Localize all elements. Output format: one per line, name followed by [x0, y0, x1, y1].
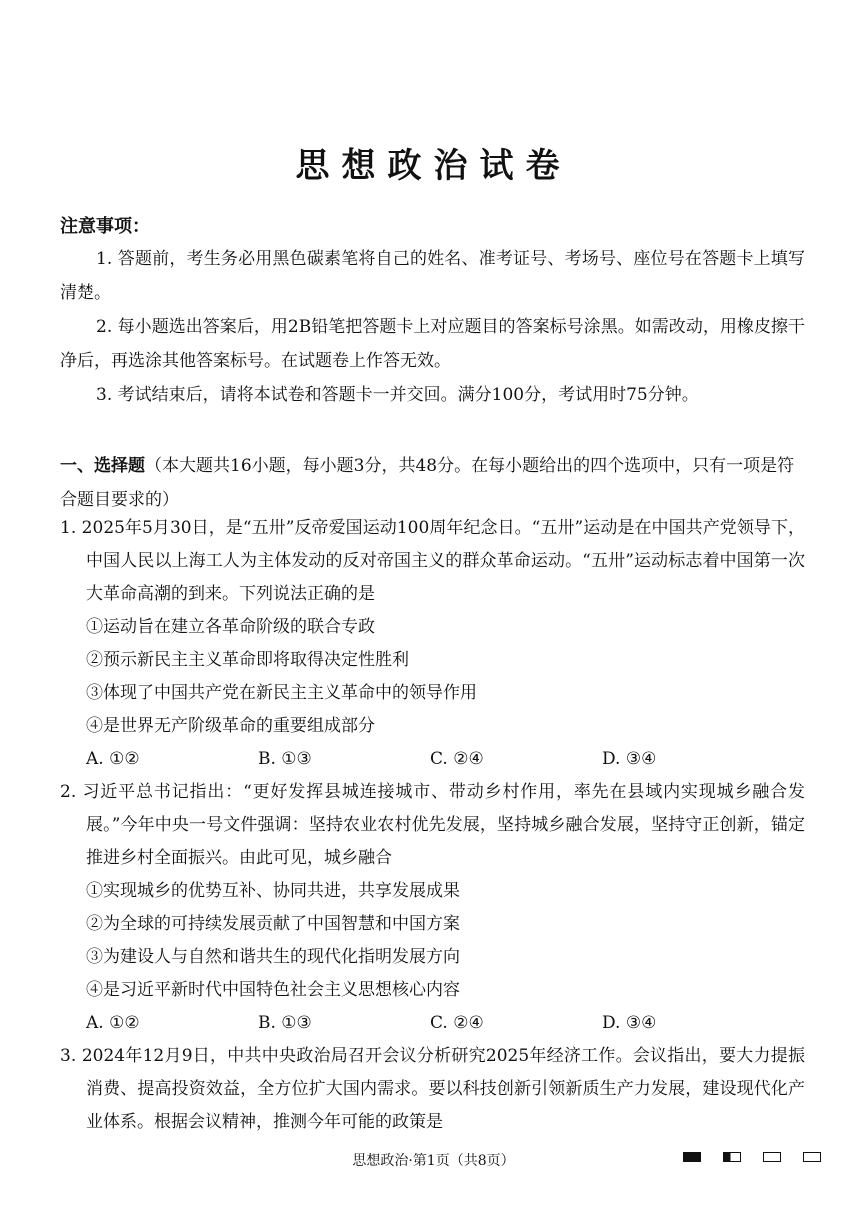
notice-item: 2. 每小题选出答案后，用2B铅笔把答题卡上对应题目的答案标号涂黑。如需改动，用橡皮擦干净后，再选涂其他答案标号。在试题卷上作答无效。 [60, 317, 805, 371]
statement-option: ②为全球的可持续发展贡献了中国智慧和中国方案 [86, 914, 460, 934]
statement-option: ④是习近平新时代中国特色社会主义思想核心内容 [86, 980, 460, 1000]
answer-choices [60, 1007, 805, 1040]
question-stem: 2. 习近平总书记指出：“更好发挥县城连接城市、带动乡村作用，率先在县域内实现城乡融合发展。”今年中央一号文件强调：坚持农业农村优先发展，坚持城乡融合发展，坚持守正创新，锚定推进乡村全面振兴。由此可见，城乡融合 [60, 782, 805, 868]
statement-option: ③为建设人与自然和谐共生的现代化指明发展方向 [86, 947, 460, 967]
notice-item: 3. 考试结束后，请将本试卷和答题卡一并交回。满分100分，考试用时75分钟。 [96, 385, 699, 405]
question-list [60, 512, 805, 1139]
question-stem: 3. 2024年12月9日，中共中央政治局召开会议分析研究2025年经济工作。会议指出，要大力提振消费、提高投资效益，全方位扩大国内需求。要以科技创新引领新质生产力发展，建设现代化产业体系。根据会议精神，推测今年可能的政策是 [60, 1046, 805, 1132]
statement-option: ①实现城乡的优势互补、协同共进，共享发展成果 [86, 881, 460, 901]
section-header [60, 449, 805, 517]
choice-c: C. ②④ [430, 1013, 484, 1033]
registration-marks [683, 1152, 821, 1162]
question-3 [60, 1040, 805, 1139]
notice-heading: 注意事项： [60, 216, 150, 237]
choice-a: A. ①② [86, 749, 140, 769]
choice-b: B. ①③ [258, 749, 312, 769]
choice-b: B. ①③ [258, 1013, 312, 1033]
question-1 [60, 512, 805, 776]
section-title: 一、选择题 [60, 456, 145, 476]
registration-mark-icon [723, 1152, 741, 1162]
choice-a: A. ①② [86, 1013, 140, 1033]
section-description: （本大题共16小题，每小题3分，共48分。在每小题给出的四个选项中，只有一项是符合题目要求的） [60, 456, 795, 510]
choice-d: D. ③④ [602, 1013, 657, 1033]
statement-option: ①运动旨在建立各革命阶级的联合专政 [86, 617, 375, 637]
statement-option: ④是世界无产阶级革命的重要组成部分 [86, 716, 375, 736]
registration-mark-icon [683, 1152, 701, 1162]
page-title: 思想政治试卷 [295, 146, 572, 186]
question-2 [60, 776, 805, 1040]
answer-choices [60, 743, 805, 776]
statement-option: ③体现了中国共产党在新民主主义革命中的领导作用 [86, 683, 477, 703]
registration-mark-icon [763, 1152, 781, 1162]
notice-list [60, 242, 805, 412]
notice-item: 1. 答题前，考生务必用黑色碳素笔将自己的姓名、准考证号、考场号、座位号在答题卡上填写清楚。 [60, 249, 805, 303]
registration-mark-icon [803, 1152, 821, 1162]
choice-d: D. ③④ [602, 749, 657, 769]
page-footer: 思想政治·第1页（共8页） [352, 1153, 515, 1169]
question-stem: 1. 2025年5月30日，是“五卅”反帝爱国运动100周年纪念日。“五卅”运动是在中国共产党领导下，中国人民以上海工人为主体发动的反对帝国主义的群众革命运动。“五卅”运动标志着中国第一次大革命高潮的到来。下列说法正确的是 [60, 518, 805, 604]
choice-c: C. ②④ [430, 749, 484, 769]
statement-option: ②预示新民主主义革命即将取得决定性胜利 [86, 650, 409, 670]
